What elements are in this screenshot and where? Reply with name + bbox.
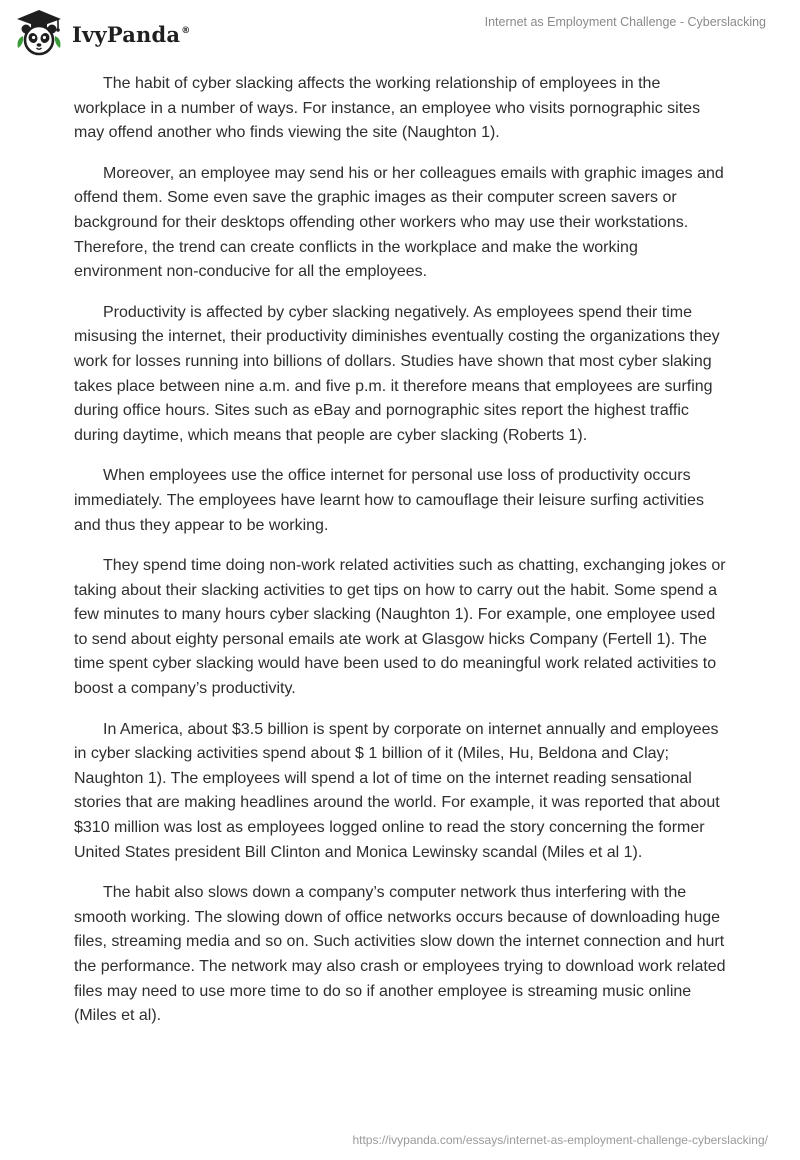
ivypanda-logo[interactable] — [14, 8, 190, 58]
registered-mark: ® — [181, 25, 191, 36]
source-url[interactable]: https://ivypanda.com/essays/internet-as-employment-challenge-cyberslacking/ — [352, 1133, 768, 1147]
page-header — [0, 0, 800, 64]
paragraph: They spend time doing non-work related activities such as chatting, exchanging jokes or taking about their slacking activities to get tips on how to carry out the habit. Some spend a few minutes to many hours cyber slacking (Naughton 1). For example, one employee used to send about eighty personal emails ate work at Glasgow hicks Company (Fertell 1). The time spent cyber slacking would have been used to do meaningful work related activities to boost a company’s productivity. — [74, 557, 726, 698]
brand-name: IvyPanda® — [72, 21, 191, 47]
panda-graduation-cap-icon — [14, 8, 64, 58]
paragraph: The habit of cyber slacking affects the working relationship of employees in the workplace in a number of ways. For instance, an employee who visits pornographic sites may offend another who finds viewing the site (Naughton 1). — [74, 75, 701, 142]
paragraph: Productivity is affected by cyber slacking negatively. As employees spend their time misusing the internet, their productivity diminishes eventually costing the organizations they work for losses running into billions of dollars. Studies have shown that most cyber slaking takes place between nine a.m. and five p.m. it therefore means that employees are surfing during office hours. Sites such as eBay and pornographic sites report the highest traffic during daytime, which means that people are cyber slacking (Roberts 1). — [74, 303, 720, 444]
paragraph: In America, about $3.5 billion is spent by corporate on internet annually and employees in cyber slacking activities spend about $ 1 billion of it (Miles, Hu, Beldona and Clay; Naughton 1). The employees will spend a lot of time on the internet reading sensational stories that are making headlines around the world. For example, it was reported that about $310 million was lost as employees logged online to read the story concerning the former United States president Bill Clinton and Monica Lewinsky scandal (Miles et al 1). — [74, 720, 720, 861]
document-title: Internet as Employment Challenge - Cyberslacking — [484, 15, 766, 29]
paragraph: Moreover, an employee may send his or her colleagues emails with graphic images and offend them. Some even save the graphic images as their computer screen savers or background for their desktops offending other workers who may use their workstations. Therefore, the trend can create conflicts in the workplace and make the working environment non-conducive for all the employees. — [74, 164, 724, 281]
essay-body — [74, 72, 728, 1045]
paragraph: When employees use the office internet for personal use loss of productivity occurs immediately. The employees have learnt how to camouflage their leisure surfing activities and thus they appear to be working. — [74, 467, 704, 534]
paragraph: The habit also slows down a company’s computer network thus interfering with the smooth working. The slowing down of office networks occurs because of downloading huge files, streaming media and so on. Such activities slow down the internet connection and hurt the performance. The network may also crash or employees trying to download work related files may need to use more time to do so if another employee is streaming music online (Miles et al). — [74, 884, 726, 1025]
